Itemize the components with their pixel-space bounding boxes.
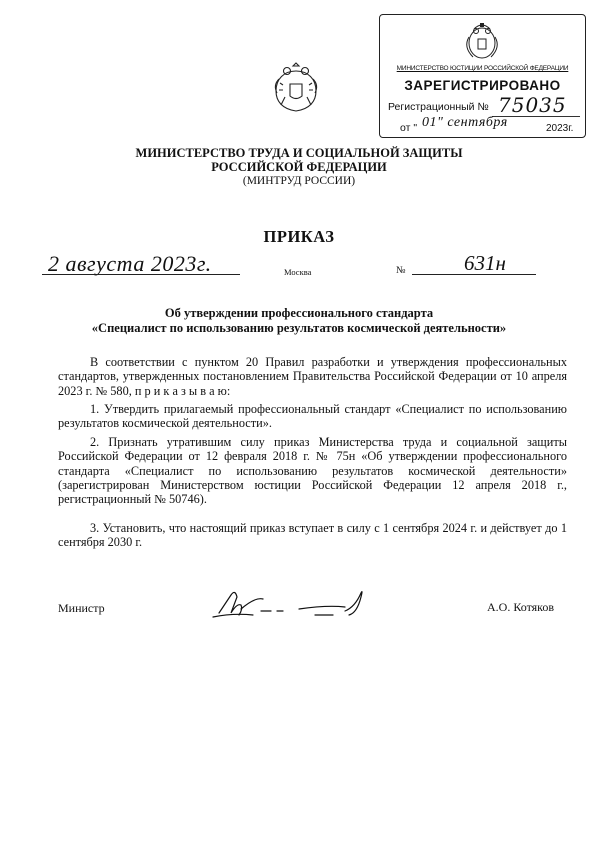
- stamp-date-suffix: 2023г.: [546, 123, 574, 134]
- signer-role: Министр: [58, 601, 105, 615]
- stamp-reg-number: 75035: [498, 93, 567, 117]
- signer-name: А.О. Котяков: [487, 600, 555, 614]
- stamp-registered-label: ЗАРЕГИСТРИРОВАНО: [404, 78, 561, 93]
- order-number: 631н: [464, 251, 506, 275]
- number-sign: №: [396, 265, 406, 276]
- item-1-paragraph: 1. Утвердить прилагаемый профессиональный стандарт «Специалист по использованию результатов космической деятельности».: [58, 402, 567, 431]
- handwritten-signature: [205, 587, 385, 625]
- ministry-short-name: (МИНТРУД РОССИИ): [242, 175, 356, 187]
- order-title-line2: «Специалист по использованию результатов космической деятельности»: [91, 321, 507, 335]
- intro-paragraph: В соответствии с пунктом 20 Правил разработки и утверждения профессиональных стандартов, утвержденных постановлением Правительства Российской Федерации от 10 апреля 2023 г. № 580, п р и к а з ы в а ю:: [58, 355, 567, 398]
- item-3-paragraph: 3. Установить, что настоящий приказ вступает в силу с 1 сентября 2024 г. и действует до 1 сентября 2030 г.: [58, 521, 567, 550]
- stamp-date-value: 01" сентября: [422, 115, 508, 130]
- stamp-date-prefix: от ": [400, 122, 418, 134]
- order-city: Москва: [284, 267, 312, 277]
- document-heading: ПРИКАЗ: [263, 227, 335, 246]
- coat-of-arms-icon: [271, 57, 321, 113]
- stamp-reg-number-label: Регистрационный №: [388, 101, 489, 113]
- registration-stamp: [379, 14, 586, 138]
- ministry-name-line1: МИНИСТЕРСТВО ТРУДА И СОЦИАЛЬНОЙ ЗАЩИТЫ: [135, 146, 463, 160]
- order-number-underline: [412, 274, 536, 275]
- item-2-paragraph: 2. Признать утратившим силу приказ Министерства труда и социальной защиты Российской Федерации от 12 февраля 2018 г. № 75н «Об утверждении профессионального стандарта «Специалист по использованию результатов космической деятельности» (зарегистрирован Министерством юстиции Российской Федерации 12 апреля 2018 г., регистрационный № 50746).: [58, 435, 567, 507]
- coat-of-arms-icon: [460, 19, 504, 63]
- order-date-underline: [42, 274, 240, 275]
- order-title-line1: Об утверждении профессионального стандарта: [164, 306, 434, 320]
- order-date: 2 августа 2023г.: [48, 251, 212, 276]
- stamp-ministry-name: МИНИСТЕРСТВО ЮСТИЦИИ РОССИЙСКОЙ ФЕДЕРАЦИИ: [396, 65, 569, 72]
- ministry-name-line2: РОССИЙСКОЙ ФЕДЕРАЦИИ: [211, 160, 387, 174]
